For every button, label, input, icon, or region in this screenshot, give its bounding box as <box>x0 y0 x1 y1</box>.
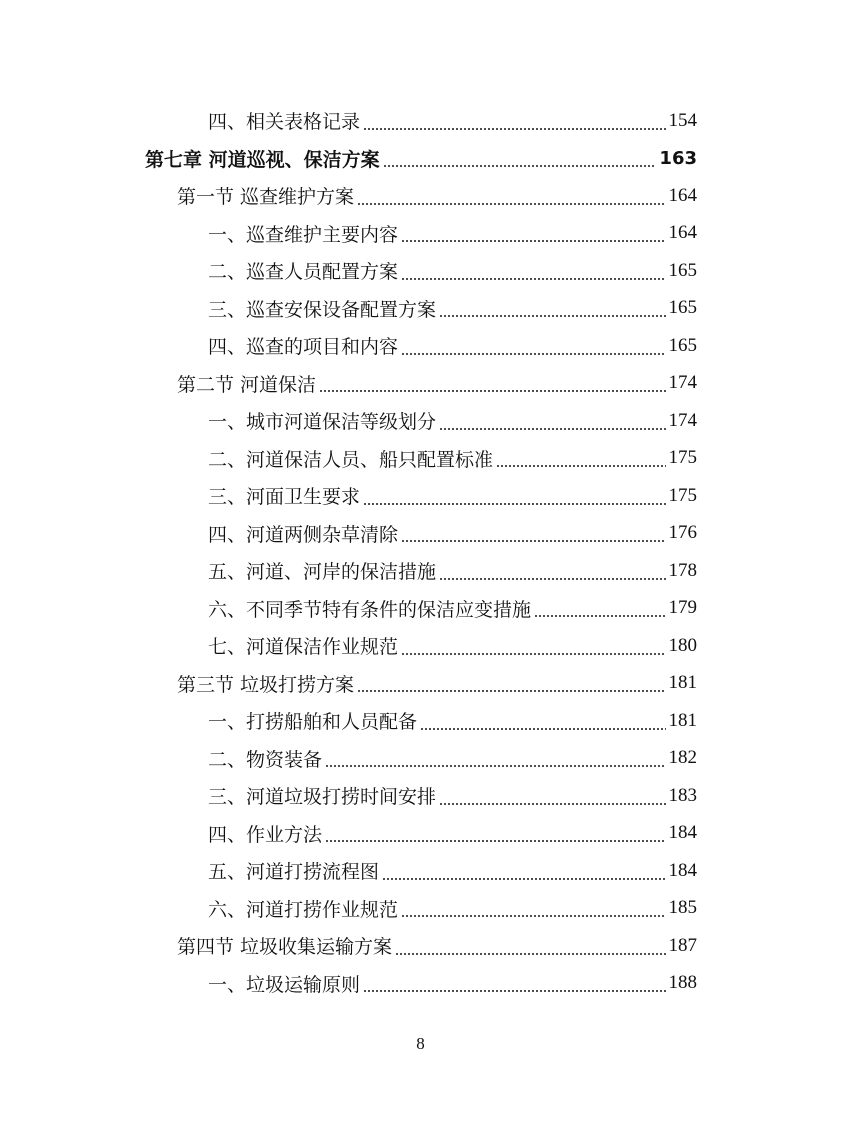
dot-leader <box>401 353 665 355</box>
toc-section-entry[interactable] <box>0 665 841 703</box>
toc-entry-page: 187 <box>668 934 697 956</box>
toc-entry-label: 一、打捞船舶和人员配备 <box>208 711 418 734</box>
dot-leader <box>325 840 665 842</box>
toc-section-entry[interactable] <box>0 365 841 403</box>
toc-entry-page: 163 <box>659 147 697 169</box>
toc-entry[interactable] <box>0 815 841 853</box>
toc-section-entry[interactable] <box>0 927 841 965</box>
toc-entry-label: 第四节 垃圾收集运输方案 <box>177 936 393 959</box>
toc-section-entry[interactable] <box>0 177 841 215</box>
dot-leader <box>325 765 665 767</box>
toc-entry-label: 一、垃圾运输原则 <box>208 973 361 996</box>
toc-entry-label: 一、巡查维护主要内容 <box>208 223 399 246</box>
toc-entry-page: 165 <box>668 334 697 356</box>
toc-entry[interactable] <box>0 552 841 590</box>
toc-entry-page: 185 <box>668 897 697 919</box>
dot-leader <box>363 128 665 130</box>
toc-entry-label: 七、河道保洁作业规范 <box>208 636 399 659</box>
dot-leader <box>439 315 665 317</box>
toc-entry-page: 164 <box>668 222 697 244</box>
toc-entry[interactable] <box>0 402 841 440</box>
toc-entry-label: 第七章 河道巡视、保洁方案 <box>145 148 380 171</box>
toc-entry[interactable] <box>0 327 841 365</box>
toc-entry-page: 184 <box>668 822 697 844</box>
dot-leader <box>439 428 665 430</box>
toc-entry-page: 175 <box>668 484 697 506</box>
dot-leader <box>439 578 665 580</box>
dot-leader <box>357 690 665 692</box>
toc-entry-page: 178 <box>668 559 697 581</box>
toc-entry-page: 183 <box>668 784 697 806</box>
toc-entry-page: 181 <box>668 672 697 694</box>
toc-entry[interactable] <box>0 702 841 740</box>
dot-leader <box>401 653 665 655</box>
toc-entry-label: 第一节 巡查维护方案 <box>177 186 355 209</box>
toc-entry-page: 176 <box>668 522 697 544</box>
toc-entry-label: 第二节 河道保洁 <box>177 373 317 396</box>
toc-entry[interactable] <box>0 290 841 328</box>
toc-entry-page: 181 <box>668 709 697 731</box>
dot-leader <box>357 203 665 205</box>
toc-entry-page: 174 <box>668 372 697 394</box>
toc-entry-label: 四、巡查的项目和内容 <box>208 336 399 359</box>
toc-entry-page: 165 <box>668 259 697 281</box>
toc-entry-page: 165 <box>668 297 697 319</box>
toc-entry-label: 二、物资装备 <box>208 748 323 771</box>
toc-entry[interactable] <box>0 627 841 665</box>
toc-entry-label: 四、相关表格记录 <box>208 111 361 134</box>
toc-entry-label: 二、河道保洁人员、船只配置标准 <box>208 448 494 471</box>
toc-chapter-entry[interactable] <box>0 140 841 178</box>
dot-leader <box>439 803 665 805</box>
dot-leader <box>534 615 665 617</box>
dot-leader <box>383 165 657 167</box>
dot-leader <box>401 540 665 542</box>
toc-entry-label: 六、河道打捞作业规范 <box>208 898 399 921</box>
dot-leader <box>420 728 665 730</box>
toc-entry-label: 五、河道、河岸的保洁措施 <box>208 561 437 584</box>
toc-entry[interactable] <box>0 740 841 778</box>
toc-entry[interactable] <box>0 590 841 628</box>
table-of-contents <box>0 102 841 1002</box>
toc-entry[interactable] <box>0 215 841 253</box>
toc-entry[interactable] <box>0 440 841 478</box>
toc-entry-label: 第三节 垃圾打捞方案 <box>177 673 355 696</box>
toc-entry-label: 一、城市河道保洁等级划分 <box>208 411 437 434</box>
toc-entry-page: 184 <box>668 859 697 881</box>
toc-entry-label: 四、作业方法 <box>208 823 323 846</box>
toc-entry-label: 二、巡查人员配置方案 <box>208 261 399 284</box>
toc-entry-page: 180 <box>668 634 697 656</box>
toc-entry-label: 三、河面卫生要求 <box>208 486 361 509</box>
toc-entry[interactable] <box>0 777 841 815</box>
dot-leader <box>401 915 665 917</box>
toc-entry-label: 六、不同季节特有条件的保洁应变措施 <box>208 598 532 621</box>
dot-leader <box>395 953 665 955</box>
toc-entry[interactable] <box>0 515 841 553</box>
toc-entry[interactable] <box>0 965 841 1003</box>
toc-entry[interactable] <box>0 252 841 290</box>
toc-entry-label: 四、河道两侧杂草清除 <box>208 523 399 546</box>
dot-leader <box>363 503 665 505</box>
toc-entry-label: 三、河道垃圾打捞时间安排 <box>208 786 437 809</box>
toc-entry-page: 175 <box>668 447 697 469</box>
toc-entry[interactable] <box>0 102 841 140</box>
dot-leader <box>401 240 665 242</box>
toc-entry[interactable] <box>0 890 841 928</box>
page-number: 8 <box>416 1034 425 1053</box>
dot-leader <box>363 990 665 992</box>
toc-entry-page: 188 <box>668 972 697 994</box>
toc-entry-label: 三、巡查安保设备配置方案 <box>208 298 437 321</box>
toc-entry-page: 174 <box>668 409 697 431</box>
toc-entry[interactable] <box>0 477 841 515</box>
toc-entry-page: 154 <box>668 109 697 131</box>
dot-leader <box>401 278 665 280</box>
toc-entry-page: 179 <box>668 597 697 619</box>
toc-entry-label: 五、河道打捞流程图 <box>208 861 380 884</box>
toc-entry[interactable] <box>0 852 841 890</box>
dot-leader <box>496 465 665 467</box>
dot-leader <box>319 390 665 392</box>
dot-leader <box>382 878 665 880</box>
toc-entry-page: 164 <box>668 184 697 206</box>
toc-entry-page: 182 <box>668 747 697 769</box>
